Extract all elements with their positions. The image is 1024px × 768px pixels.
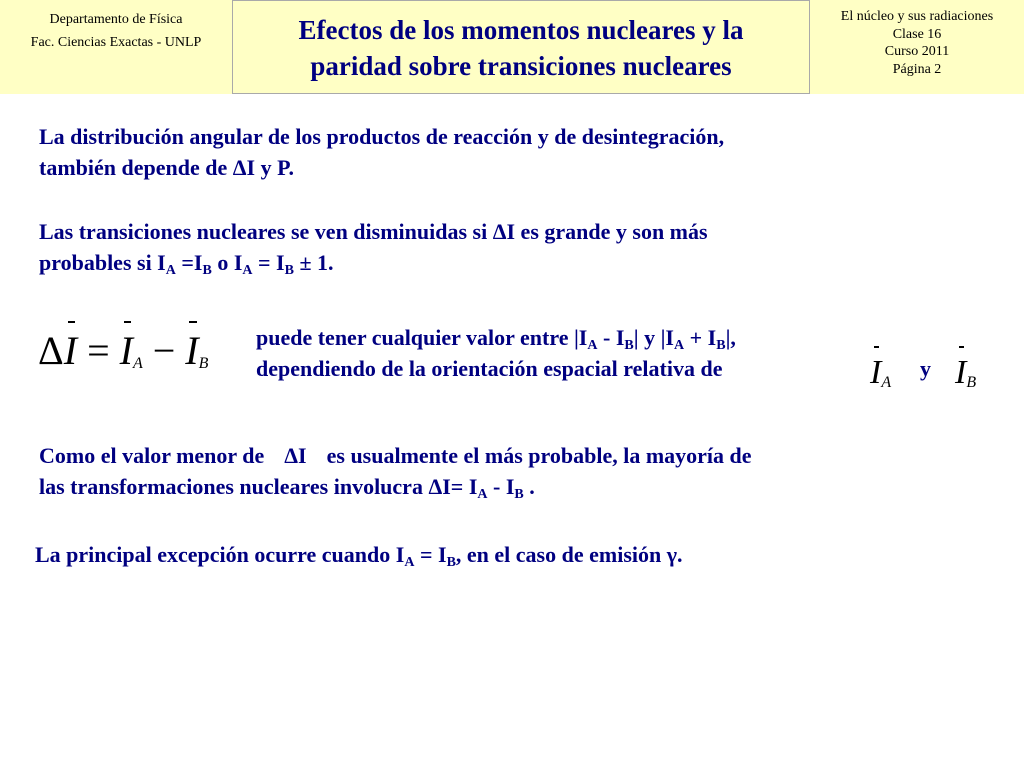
p1-line2: también depende de ΔI y P. [39,155,295,180]
header-left-box [0,0,232,94]
paragraph-exception [35,539,683,570]
paragraph-angular-distribution [39,121,724,183]
slide-title [232,0,810,94]
slide-title-line1: Efectos de los momentos nucleares y la [298,15,744,45]
course-year: Curso 2011 [884,44,950,59]
class-number: Clase 16 [892,26,942,42]
p5-line: La principal excepción ocurre cuando $I_A = I_B$, en el caso de emisión γ. [35,542,683,570]
delta-i-formula: $\Delta I = I_A - I_B$ [38,328,209,373]
paragraph-transitions [39,216,708,278]
header-right-box [810,0,1024,94]
p4-line2: las transformaciones nucleares involucra $\Delta I= I_A - I_B$ . [39,474,535,502]
department-label: Departamento de Física [49,12,183,27]
p2-line1: Las transiciones nucleares se ven disminuidas si ΔI es grande y son más [39,219,708,244]
p3-line2: dependiendo de la orientación espacial relativa de [256,356,723,381]
i-b-vector: $I_B$ [955,352,976,394]
and-word: y [920,356,931,381]
p4-line1: Como el valor menor de ΔI es usualmente el más probable, la mayoría de [39,443,752,468]
i-a-vector: $I_A$ [870,352,891,394]
p3-line1: puede tener cualquier valor entre $|I_A - I_B|$ y $|I_A + I_B|$, [256,325,736,353]
course-name: El núcleo y sus radiaciones [840,9,994,24]
p1-line1: La distribución angular de los productos de reacción y de desintegración, [39,124,725,149]
paragraph-delta-range [256,322,736,384]
page-number: Página 2 [892,61,942,77]
paragraph-most-probable [39,440,752,502]
p2-line2: probables si $I_A =I_B$ o $I_A = I_B \pm 1$. [39,250,334,278]
slide-title-line2: paridad sobre transiciones nucleares [310,51,732,81]
faculty-label: Fac. Ciencias Exactas - UNLP [30,35,202,50]
